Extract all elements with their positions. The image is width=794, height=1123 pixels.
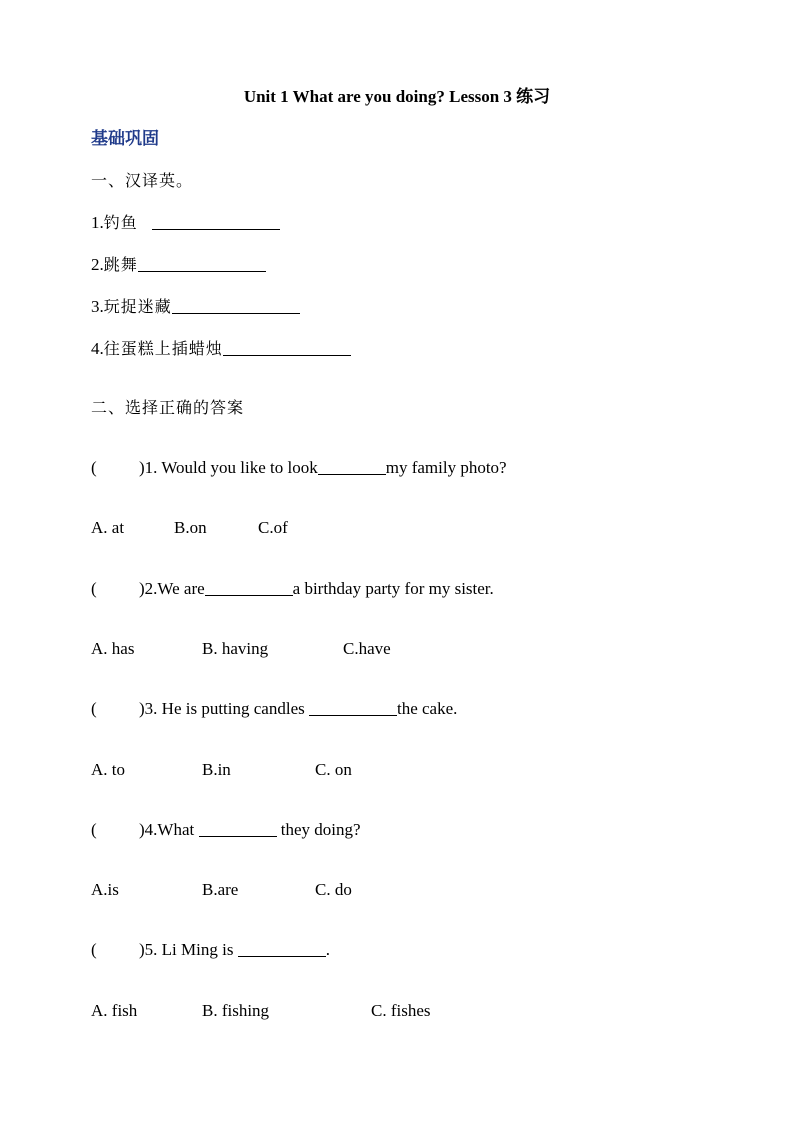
question-text-after: the cake.: [396, 699, 458, 718]
question-text-before: Would you like to look: [157, 458, 318, 477]
option-c[interactable]: C.have: [343, 639, 391, 658]
answer-blank[interactable]: [138, 255, 266, 272]
question-text-before: He is putting candles: [157, 699, 309, 718]
translation-item-3: [91, 296, 300, 318]
option-b[interactable]: B.on: [174, 518, 207, 537]
option-b[interactable]: B. fishing: [202, 1001, 270, 1020]
option-a[interactable]: A. fish: [91, 1001, 138, 1020]
question-blank[interactable]: [205, 579, 293, 596]
translation-item-1: [91, 212, 280, 234]
question-2: [91, 578, 494, 600]
part1-heading: 一、汉译英。: [91, 171, 194, 190]
item-text: 往蛋糕上插蜡烛: [103, 339, 223, 358]
item-text: 玩捉迷藏: [103, 297, 172, 316]
translation-item-4: [91, 338, 351, 360]
option-c[interactable]: C. do: [315, 880, 352, 899]
answer-parenthesis[interactable]: (: [91, 579, 97, 598]
question-5: [91, 939, 330, 961]
question-text-before: Li Ming is: [157, 940, 238, 959]
question-number: )3.: [139, 699, 158, 718]
translation-item-2: [91, 254, 266, 276]
question-text-after: my family photo?: [385, 458, 507, 477]
answer-parenthesis[interactable]: (: [91, 940, 97, 959]
option-b[interactable]: B.in: [202, 760, 231, 779]
answer-blank[interactable]: [152, 213, 280, 230]
answer-parenthesis[interactable]: (: [91, 458, 97, 477]
question-text-before: What: [157, 820, 199, 839]
question-3: [91, 698, 457, 720]
item-number: 1.: [91, 213, 104, 232]
answer-blank[interactable]: [172, 297, 300, 314]
question-blank[interactable]: [238, 940, 326, 957]
question-text-after: a birthday party for my sister.: [292, 579, 494, 598]
question-1: [91, 457, 507, 479]
item-number: 4.: [91, 339, 104, 358]
option-a[interactable]: A. at: [91, 518, 125, 537]
question-4: [91, 819, 361, 841]
option-b[interactable]: B.are: [202, 880, 239, 899]
question-number: )2.: [139, 579, 158, 598]
option-a[interactable]: A.is: [91, 880, 119, 899]
option-c[interactable]: C. fishes: [371, 1001, 431, 1020]
option-b[interactable]: B. having: [202, 639, 269, 658]
option-a[interactable]: A. to: [91, 760, 125, 779]
answer-blank[interactable]: [223, 339, 351, 356]
answer-parenthesis[interactable]: (: [91, 820, 97, 839]
item-text: 跳舞: [103, 255, 138, 274]
option-c[interactable]: C. on: [315, 760, 352, 779]
question-blank[interactable]: [318, 458, 386, 475]
question-number: )1.: [139, 458, 158, 477]
option-c[interactable]: C.of: [258, 518, 288, 537]
question-blank[interactable]: [199, 820, 277, 837]
answer-parenthesis[interactable]: (: [91, 699, 97, 718]
option-a[interactable]: A. has: [91, 639, 135, 658]
item-number: 2.: [91, 255, 104, 274]
item-number: 3.: [91, 297, 104, 316]
question-text-before: We are: [157, 579, 205, 598]
question-text-after: .: [325, 940, 330, 959]
question-number: )5.: [139, 940, 158, 959]
question-number: )4.: [139, 820, 158, 839]
question-text-after: they doing?: [276, 820, 361, 839]
part2-heading: 二、选择正确的答案: [91, 398, 245, 417]
question-blank[interactable]: [309, 699, 397, 716]
item-text: 钓鱼: [103, 213, 138, 232]
section-label: 基础巩固: [91, 129, 159, 149]
page-title: Unit 1 What are you doing? Lesson 3 练习: [243, 87, 551, 106]
